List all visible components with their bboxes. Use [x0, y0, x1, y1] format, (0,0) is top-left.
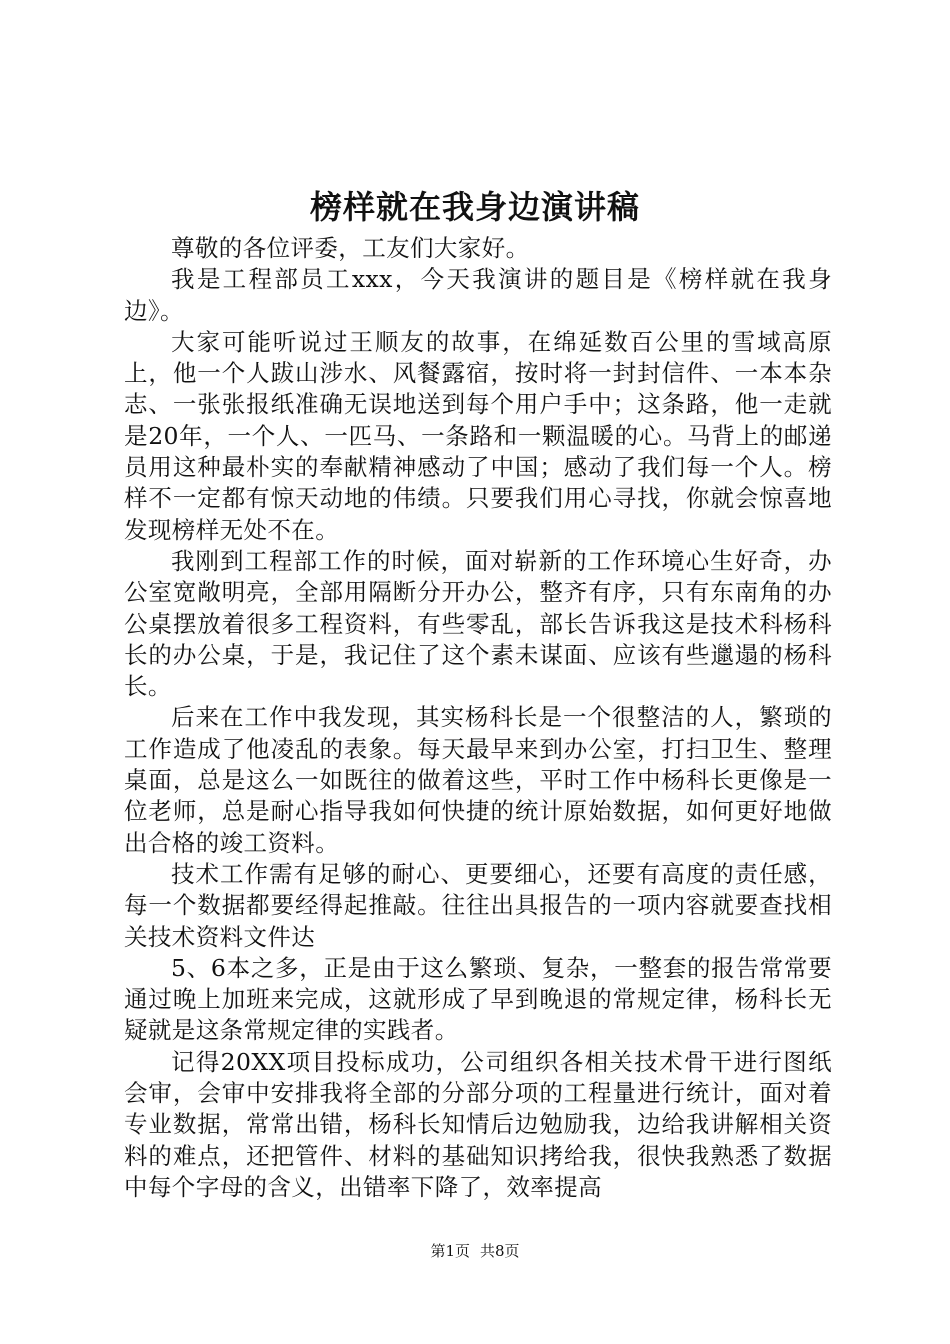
paragraph-technical-work: 技术工作需有足够的耐心、更要细心，还要有高度的责任感，每一个数据都要经得起推敲。往往出具报告的一项内容就要查找相关技术资料文件达: [124, 859, 832, 951]
page-total: 共8页: [480, 1242, 520, 1260]
paragraph-technical-work-continued: 5、6本之多，正是由于这么繁琐、复杂，一整套的报告常常要通过晚上加班来完成，这就形成了早到晚退的常规定律，杨科长无疑就是这条常规定律的实践者。: [124, 953, 832, 1045]
paragraph-intro: 我是工程部员工xxx，今天我演讲的题目是《榜样就在我身边》。: [124, 265, 832, 325]
paragraph-discovery: 后来在工作中我发现，其实杨科长是一个很整洁的人，繁琐的工作造成了他凌乱的表象。每天最早来到办公室，打扫卫生、整理桌面，总是这么一如既往的做着这些，平时工作中杨科长更像是一位老师，总是耐心指导我如何快捷的统计原始数据，如何更好地做出合格的竣工资料。: [124, 703, 832, 857]
paragraph-greeting: 尊敬的各位评委，工友们大家好。: [171, 234, 530, 262]
page-footer: [0, 1240, 950, 1262]
page-number: 第1页: [430, 1242, 470, 1260]
paragraph-first-impression: 我刚到工程部工作的时候，面对崭新的工作环境心生好奇，办公室宽敞明亮，全部用隔断分开办公，整齐有序，只有东南角的办公桌摆放着很多工程资料，有些零乱，部长告诉我这是技术科杨科长的办公桌，于是，我记住了这个素未谋面、应该有些邋遢的杨科长。: [124, 546, 832, 701]
document-title: 榜样就在我身边演讲稿: [309, 188, 640, 226]
document-body: [124, 233, 832, 1203]
paragraph-project-memory: 记得20XX项目投标成功，公司组织各相关技术骨干进行图纸会审，会审中安排我将全部的分部分项的工程量进行统计，面对着专业数据，常常出错，杨科长知情后边勉励我，边给我讲解相关资料的难点，还把管件、材料的基础知识拷给我，很快我熟悉了数据中每个字母的含义，出错率下降了，效率提高: [124, 1047, 832, 1201]
paragraph-story: 大家可能听说过王顺友的故事，在绵延数百公里的雪域高原上，他一个人跋山涉水、风餐露宿，按时将一封封信件、一本本杂志、一张张报纸准确无误地送到每个用户手中；这条路，他一走就是20年，一个人、一匹马、一条路和一颗温暖的心。马背上的邮递员用这种最朴实的奉献精神感动了中国；感动了我们每一个人。榜样不一定都有惊天动地的伟绩。只要我们用心寻找，你就会惊喜地发现榜样无处不在。: [124, 327, 832, 544]
